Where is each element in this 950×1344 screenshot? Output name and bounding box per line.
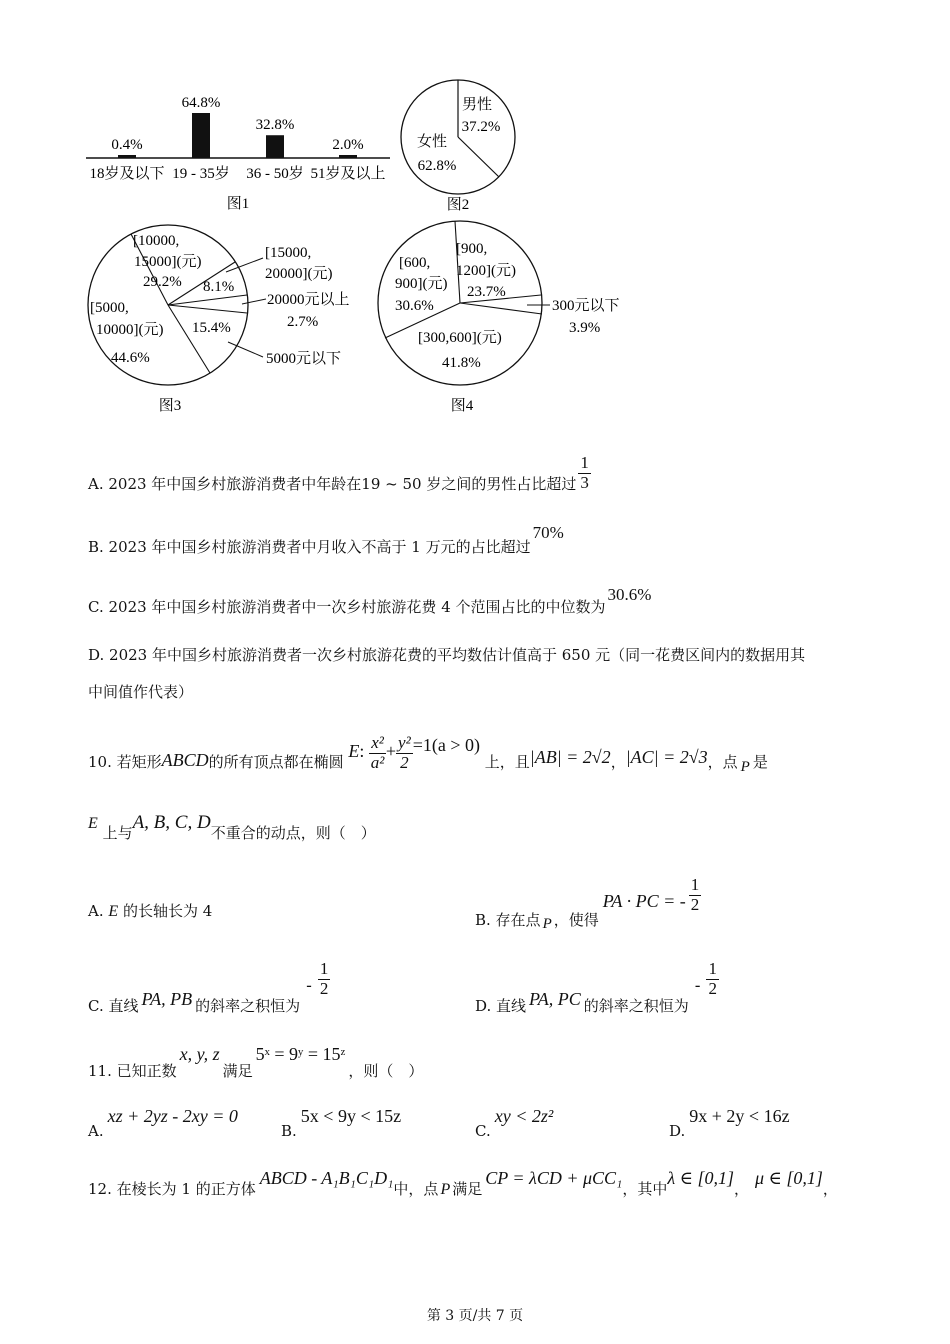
- q11-option-b-expr: 5x < 9y < 15z: [300, 1106, 402, 1126]
- fig3-s1-l2: 15000](元): [134, 254, 202, 270]
- q11-option-d: [669, 1106, 790, 1140]
- q11-option-a-expr: xz + 2yz - 2xy = 0: [107, 1106, 238, 1126]
- q10-option-c-minus: -: [306, 976, 312, 997]
- q9-option-c-value: 30.6%: [607, 585, 652, 604]
- q12-mu: μ ∈ [0,1]: [754, 1168, 823, 1188]
- fig1-category-label-1: 18岁及以下: [89, 166, 165, 182]
- fig3-s3-val: 2.7%: [287, 314, 319, 330]
- q10-comma: ，: [610, 753, 626, 772]
- fig4-s1-l2: 1200](元): [456, 263, 516, 279]
- q10-option-b-fraction: [689, 876, 702, 914]
- fig3-s2-l1: [15000,: [265, 245, 312, 261]
- q10-colon: :: [359, 741, 365, 762]
- q10-is: 是: [752, 753, 768, 772]
- q10-option-d-lines: PA, PC: [529, 989, 581, 1010]
- fig3-s4-l1: 5000元以下: [266, 351, 342, 367]
- q9-option-a: [88, 453, 591, 504]
- q11-option-c: [475, 1106, 553, 1140]
- fig1-bar-1: [118, 155, 136, 158]
- q10-mid: 的所有顶点都在椭圆: [208, 753, 344, 772]
- q12-mid3: ，其中: [622, 1180, 668, 1198]
- q9-option-b: [88, 523, 564, 557]
- q12-comma: ，: [733, 1180, 749, 1198]
- q9-option-d-line2: 中间值作代表）: [88, 683, 194, 701]
- q10-stem-line1: [88, 734, 768, 774]
- fig3-s5-l1: [5000,: [90, 300, 129, 316]
- fig1-value-label-3: 32.8%: [255, 117, 295, 134]
- q10-line2-points: A, B, C, D: [132, 812, 211, 833]
- fig4-s3-val: 41.8%: [442, 355, 481, 371]
- fig2-male-value: 37.2%: [461, 119, 501, 135]
- q10-line2-e: E: [88, 815, 98, 832]
- q11-option-b-label: B.: [281, 1122, 297, 1140]
- q10-ac-length: |AC| = 2√3: [625, 747, 708, 768]
- fig1-value-label-2: 64.8%: [181, 95, 221, 111]
- figure-3-pie-chart: [80, 220, 380, 420]
- fig2-female-label: 女性: [416, 134, 448, 150]
- q12-stem: [88, 1168, 838, 1200]
- q10-frac-x-den: a²: [370, 752, 385, 772]
- q10-option-d-text: 的斜率之积恒为: [583, 997, 689, 1016]
- q10-frac-y-den: 2: [400, 752, 409, 772]
- q10-option-c-num: 1: [319, 959, 329, 978]
- fig1-value-label-4: 2.0%: [332, 137, 364, 153]
- q10-frac-x: [369, 734, 386, 772]
- fig1-caption: 图1: [226, 196, 250, 212]
- q9-option-b-text: B. 2023 年中国乡村旅游消费者中月收入不高于 1 万元的占比超过: [88, 538, 531, 556]
- q9-a-numerator: 1: [580, 453, 589, 472]
- q11-mid: 满足: [222, 1062, 253, 1080]
- fig4-caption: 图4: [450, 398, 474, 414]
- fig4-s2-val: 3.9%: [569, 320, 601, 336]
- q10-frac-y-num: y²: [398, 733, 411, 752]
- q10-option-b-label: B. 存在点: [475, 911, 541, 930]
- q11-option-a: [88, 1106, 238, 1140]
- page-footer: 第 3 页/共 7 页: [426, 1308, 524, 1324]
- q12-mid2: 满足: [452, 1180, 483, 1198]
- q11-condition: 5ˣ = 9ʸ = 15ᶻ: [255, 1044, 346, 1064]
- q10-option-d-minus: -: [694, 976, 701, 997]
- q10-option-b-num: 1: [690, 875, 700, 894]
- fig4-s4-l2: 900](元): [395, 276, 448, 292]
- q10-option-c-fraction: [318, 960, 331, 998]
- q10-option-a-label: A.: [88, 902, 104, 920]
- q9-option-c: [88, 585, 652, 617]
- q12-lambda: λ ∈ [0,1]: [667, 1168, 734, 1188]
- q10-frac-x-num: x²: [371, 733, 384, 752]
- q10-line2-mid: 上与: [102, 824, 133, 842]
- fig3-s2-val: 8.1%: [203, 279, 235, 295]
- q10-option-b-p: P: [542, 916, 552, 933]
- fig2-female-value: 62.8%: [417, 158, 457, 174]
- q10-option-d-label: D. 直线: [475, 997, 527, 1016]
- q11-vars: x, y, z: [179, 1044, 220, 1064]
- q11-option-d-label: D.: [669, 1122, 686, 1140]
- fig4-s4-l1: [600,: [399, 255, 431, 271]
- q9-option-c-text: C. 2023 年中国乡村旅游消费者中一次乡村旅游花费 4 个范围占比的中位数为: [88, 598, 606, 616]
- q9-option-a-fraction: [578, 454, 591, 492]
- q10-rect-abcd: ABCD: [161, 750, 209, 771]
- q10-option-d: [475, 959, 719, 1016]
- fig4-s1-val: 23.7%: [467, 284, 506, 300]
- fig1-category-label-2: 19 - 35岁: [172, 166, 230, 182]
- q10-option-a-e: E: [108, 903, 119, 920]
- q10-option-c: [88, 959, 330, 1016]
- q10-frac-y: [396, 734, 413, 772]
- q10-line2-end: 不重合的动点，则（ ）: [210, 824, 376, 842]
- fig3-s5-l2: 10000](元): [96, 322, 164, 338]
- fig3-caption: 图3: [158, 398, 182, 414]
- figure-2-pie-chart: [395, 72, 525, 217]
- fig4-s1-l1: [900,: [456, 241, 488, 257]
- fig2-male-label: 男性: [461, 97, 493, 113]
- q11-prefix: 11. 已知正数: [88, 1062, 177, 1080]
- fig3-s1-val: 29.2%: [143, 274, 182, 290]
- fig3-s2-l2: 20000](元): [265, 266, 333, 282]
- q10-prefix: 10. 若矩形: [88, 753, 162, 772]
- q12-vector: CP = λCD + μCC₁: [485, 1168, 623, 1188]
- fig1-value-label-1: 0.4%: [111, 137, 143, 153]
- q10-ab-length: |AB| = 2√2: [529, 747, 611, 768]
- fig4-s4-val: 30.6%: [395, 298, 434, 314]
- fig3-s1-l1: [10000,: [133, 233, 180, 249]
- q10-option-c-label: C. 直线: [88, 997, 139, 1016]
- q10-after: 上，且: [484, 753, 530, 772]
- q10-option-d-fraction: [706, 960, 719, 998]
- q10-option-c-text: 的斜率之积恒为: [195, 997, 301, 1016]
- figure-4-pie-chart: [375, 208, 645, 420]
- q10-option-b: [475, 875, 701, 933]
- fig1-bar-2: [192, 113, 210, 158]
- q12-p: P: [440, 1181, 451, 1198]
- q11-stem: [88, 1044, 423, 1080]
- q11-option-c-expr: xy < 2z²: [494, 1106, 554, 1126]
- q9-option-b-value: 70%: [532, 523, 564, 542]
- fig1-bar-4: [339, 155, 357, 158]
- fig4-s2-l1: 300元以下: [552, 298, 620, 314]
- q11-option-a-label: A.: [88, 1122, 104, 1140]
- fig1-category-label-3: 36 - 50岁: [246, 166, 304, 182]
- q10-stem-line2: [88, 812, 376, 842]
- fig3-s4-val: 15.4%: [192, 320, 231, 336]
- q9-option-d-line1: D. 2023 年中国乡村旅游消费者一次乡村旅游花费的平均数估计值高于 650 元（同一花费区间内的数据用其: [88, 646, 806, 664]
- q10-option-b-text: ，使得: [553, 911, 599, 930]
- figure-1-bar-chart: [80, 85, 400, 220]
- q9-option-a-text: A. 2023 年中国乡村旅游消费者中年龄在19 ~ 50 岁之间的男性占比超过: [88, 475, 577, 494]
- q10-option-d-num: 1: [708, 959, 717, 978]
- q11-option-c-label: C.: [475, 1122, 491, 1140]
- q12-end: ，: [822, 1180, 838, 1198]
- q10-option-b-den: 2: [690, 894, 700, 914]
- q12-cube: ABCD - A₁B₁C₁D₁: [259, 1168, 394, 1188]
- fig3-s3-l1: 20000元以上: [267, 292, 350, 308]
- q10-option-a-text: 的长轴长为 4: [122, 902, 213, 920]
- q10-ellipse-rhs: =1(a > 0): [412, 735, 480, 756]
- q10-p: P: [740, 759, 750, 776]
- fig3-s5-val: 44.6%: [111, 350, 150, 366]
- q10-option-d-den: 2: [708, 978, 717, 998]
- q9-a-denominator: 3: [580, 472, 589, 492]
- q10-point-text: ，点: [707, 753, 738, 772]
- fig1-bar-3: [266, 135, 284, 158]
- q10-option-c-den: 2: [319, 978, 329, 998]
- q12-prefix: 12. 在棱长为 1 的正方体: [88, 1180, 256, 1198]
- q10-option-c-lines: PA, PB: [141, 989, 193, 1010]
- q10-ellipse-e: E: [348, 741, 360, 762]
- fig2-caption: 图2: [446, 197, 470, 213]
- fig1-category-label-4: 51岁及以上: [310, 166, 386, 182]
- q10-option-b-expression: PA · PC = -: [602, 891, 686, 912]
- q10-option-a: [88, 902, 212, 921]
- q11-end: ，则（ ）: [348, 1062, 424, 1080]
- q11-option-d-expr: 9x + 2y < 16z: [689, 1106, 790, 1126]
- q11-option-b: [281, 1106, 401, 1140]
- fig4-s3-l1: [300,600](元): [418, 330, 502, 346]
- q10-plus: +: [385, 741, 397, 762]
- q12-mid: 中，点: [393, 1180, 439, 1198]
